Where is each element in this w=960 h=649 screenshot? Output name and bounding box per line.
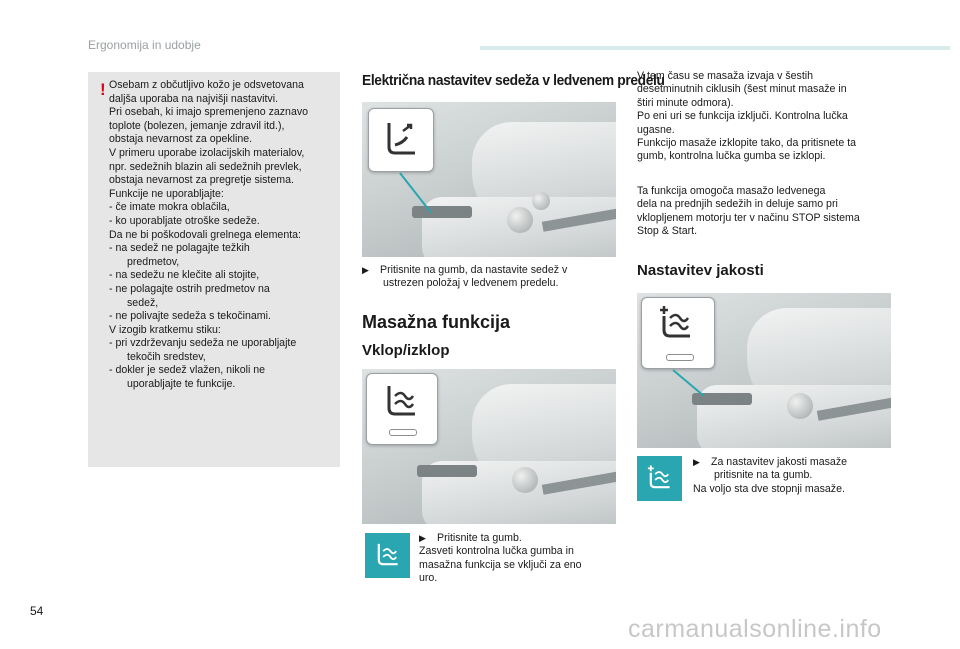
warning-line: predmetov, bbox=[127, 255, 180, 268]
warning-line: - pri vzdrževanju sedeža ne uporabljajte bbox=[109, 337, 297, 350]
header-title: Ergonomija in udobje bbox=[88, 38, 201, 52]
warning-line: V izogib kratkemu stiku: bbox=[109, 323, 221, 336]
massage-onoff-button-icon bbox=[365, 533, 410, 578]
header-accent-bar bbox=[480, 46, 950, 50]
warning-line: V primeru uporabe izolacijskih materialov, bbox=[109, 146, 305, 159]
warning-text bbox=[109, 79, 337, 392]
intensity-subtitle: Nastavitev jakosti bbox=[637, 262, 764, 279]
warning-line: - ne polagajte ostrih predmetov na bbox=[109, 282, 270, 295]
massage-intensity-seat-photo bbox=[637, 293, 891, 448]
warning-line: obstaja nevarnost za pregretje sistema. bbox=[109, 174, 294, 187]
warning-line: sedež, bbox=[127, 296, 159, 309]
massage-onoff-seat-photo bbox=[362, 369, 616, 524]
warning-line: daljša uporaba na najvišji nastavitvi. bbox=[109, 92, 279, 105]
watermark: carmanualsonline.info bbox=[628, 615, 882, 643]
warning-line: Osebam z občutljivo kožo je odsvetovana bbox=[109, 79, 304, 91]
lumbar-seat-photo bbox=[362, 102, 616, 257]
warning-line: - na sedež ne polagajte težkih bbox=[109, 242, 250, 255]
warning-line: - dokler je sedež vlažen, nikoli ne bbox=[109, 364, 266, 377]
warning-line: tekočih sredstev, bbox=[127, 350, 206, 363]
warning-box bbox=[88, 72, 340, 467]
exclamation-icon: ! bbox=[100, 80, 106, 99]
lumbar-instruction: ▶ Pritisnite na gumb, da nastavite sedež v ustrezen položaj v ledvenem predelu. bbox=[362, 264, 568, 290]
arrow-bullet-icon: ▶ bbox=[693, 457, 700, 467]
warning-line: obstaja nevarnost za opekline. bbox=[109, 133, 253, 146]
warning-line: - ne polivajte sedeža s tekočinami. bbox=[109, 310, 271, 323]
lumbar-section-title: Električna nastavitev sedeža v ledvenem predelu bbox=[362, 72, 665, 89]
arrow-bullet-icon: ▶ bbox=[419, 533, 426, 543]
massage-onoff-text: ▶ Pritisnite ta gumb. Zasveti kontrolna lučka gumba in masažna funkcija se vključi za eno uro. bbox=[419, 532, 582, 585]
massage-intensity-text: ▶ Za nastavitev jakosti masaže pritisnite na ta gumb. Na voljo sta dve stopnji masaže. bbox=[693, 456, 848, 495]
massage-intensity-button-icon bbox=[637, 456, 682, 501]
warning-line: Pri osebah, ki imajo spremenjeno zaznavo bbox=[109, 106, 309, 119]
page-number: 54 bbox=[30, 604, 44, 618]
warning-line: uporabljajte te funkcije. bbox=[127, 378, 236, 391]
warning-line: Funkcije ne uporabljajte: bbox=[109, 187, 224, 200]
warning-line: toplote (bolezen, jemanje zdravil itd.), bbox=[109, 119, 285, 132]
warning-line: - če imate mokra oblačila, bbox=[109, 201, 230, 214]
massage-section-title: Masažna funkcija bbox=[362, 312, 511, 332]
warning-line: Da ne bi poškodovali grelnega elementa: bbox=[109, 228, 301, 241]
arrow-bullet-icon: ▶ bbox=[362, 265, 369, 275]
massage-cycle-text: V tem času se masaža izvaja v šestih desetminutnih ciklusih (šest minut masaže in štiri minute odmora). Po eni uri se funkcija izključi. Kontrolna lučka ugasne. Funkcijo masaže izklopite tako, da pritisnete ta gumb, kontrolna lučka gumba se izklopi. bbox=[637, 70, 857, 163]
onoff-subtitle: Vklop/izklop bbox=[362, 342, 450, 359]
warning-line: - ko uporabljate otroške sedeže. bbox=[109, 214, 260, 227]
massage-availability-text: Ta funkcija omogoča masažo ledvenega dela na prednjih sedežih in deluje samo pri vklopljenem motorju ter v načinu STOP sistema Stop & Start. bbox=[637, 185, 860, 238]
warning-line: npr. sedežnih blazin ali sedežnih prevlek, bbox=[109, 160, 302, 173]
warning-line: - na sedežu ne klečite ali stojite, bbox=[109, 269, 260, 282]
